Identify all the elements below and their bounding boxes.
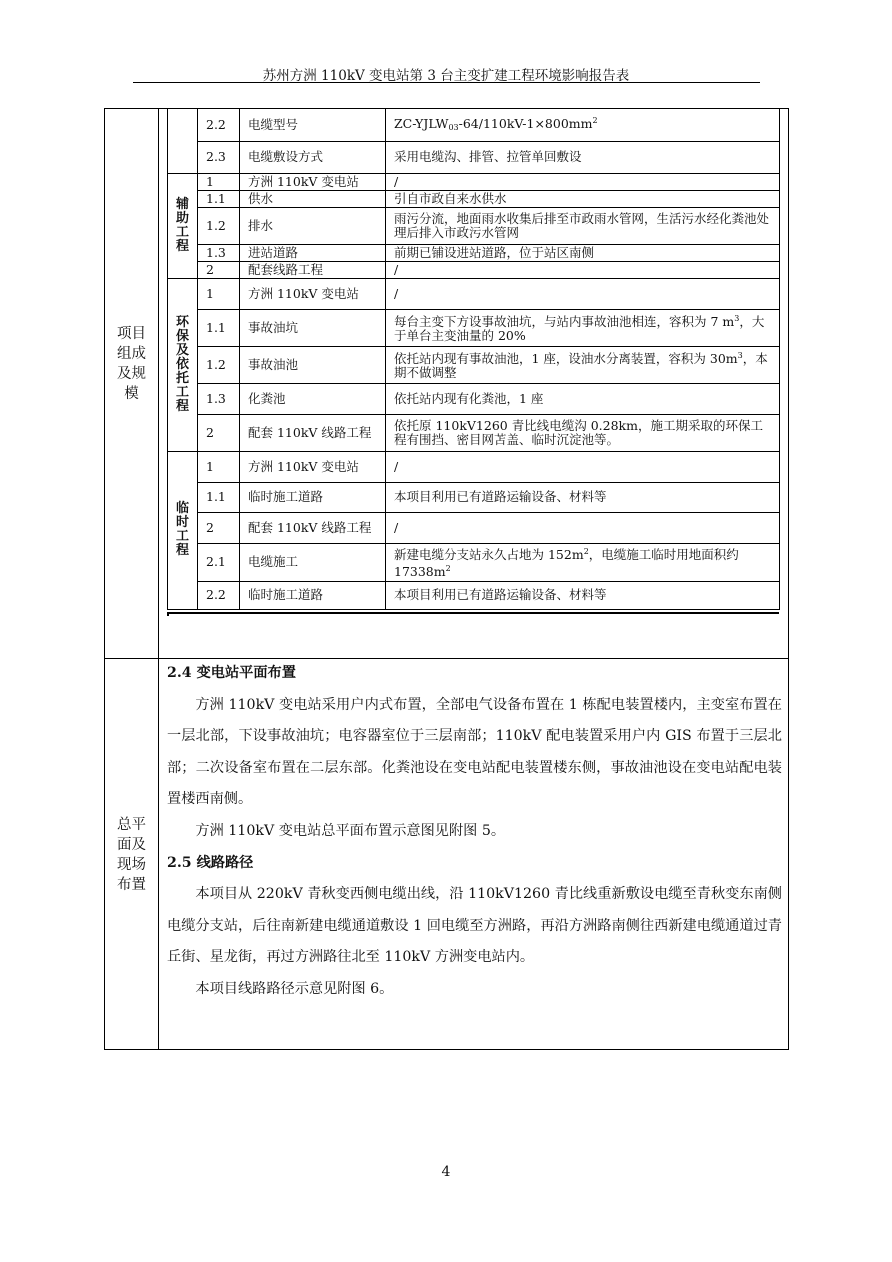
table-row (168, 482, 780, 512)
table-row (168, 141, 780, 173)
table-row (168, 190, 780, 207)
row-num: 1.2 (198, 346, 240, 383)
row-name: 电缆敷设方式 (240, 141, 386, 173)
table-row (168, 261, 780, 278)
table-row (168, 278, 780, 309)
row-num: 1.3 (198, 244, 240, 261)
row-name: 方洲 110kV 变电站 (240, 173, 386, 190)
row-name: 配套 110kV 线路工程 (240, 414, 386, 451)
row-name: 化粪池 (240, 383, 386, 414)
layout-label: 总平 面及 现场 布置 (117, 817, 146, 893)
row-desc: 每台主变下方设事故油坑，与站内事故油池相连，容积为 7 $m^3$，大于单台主变油量的 20% (386, 309, 780, 346)
row-name: 方洲 110kV 变电站 (240, 278, 386, 309)
row-name: 配套 110kV 线路工程 (240, 512, 386, 543)
group-environmental: 环 保 及 依 托 工 程 (168, 278, 198, 451)
row-desc: 新建电缆分支站永久占地为 $152m^2$，电缆施工临时用地面积约 $17338m^2$ (386, 543, 780, 581)
table-row (168, 346, 780, 383)
page-number: 4 (441, 1164, 451, 1180)
table-row (168, 512, 780, 543)
report-table (104, 108, 789, 1050)
row-desc: 引自市政自来水供水 (386, 190, 780, 207)
row-name: 事故油池 (240, 346, 386, 383)
row-num: 2 (198, 512, 240, 543)
label-column-divider (158, 109, 159, 1049)
paragraph: 本项目线路路径示意见附图 6。 (195, 980, 394, 997)
row-desc: / (386, 261, 780, 278)
group-cell (168, 109, 198, 173)
row-name: 配套线路工程 (240, 261, 386, 278)
row-desc: 本项目利用已有道路运输设备、材料等 (386, 581, 780, 609)
row-desc: 本项目利用已有道路运输设备、材料等 (386, 482, 780, 512)
section-heading-2-5: 2.5 线路路径 (167, 854, 254, 871)
table-corner-mark (167, 612, 172, 616)
row-num: 2.3 (198, 141, 240, 173)
row-desc: 依托站内现有化粪池，1 座 (386, 383, 780, 414)
row-num: 1.1 (198, 190, 240, 207)
table-row (168, 309, 780, 346)
layout-section (167, 658, 782, 1006)
row-desc: 雨污分流，地面雨水收集后排至市政雨水管网，生活污水经化粪池处理后排入市政污水管网 (386, 207, 780, 244)
row-name: 临时施工道路 (240, 482, 386, 512)
row-desc: 前期已铺设进站道路，位于站区南侧 (386, 244, 780, 261)
row-num: 2.2 (198, 109, 240, 141)
table-row (168, 383, 780, 414)
row-name: 进站道路 (240, 244, 386, 261)
table-row (168, 451, 780, 482)
group-auxiliary: 辅 助 工 程 (168, 173, 198, 278)
table-row (168, 207, 780, 244)
page-header: 苏州方洲 110kV 变电站第 3 台主变扩建工程环境影响报告表 (262, 68, 630, 84)
group-temporary: 临 时 工 程 (168, 451, 198, 609)
row-desc: 依托站内现有事故油池，1 座，设油水分离装置，容积为 $30m^3$，本期不做调整 (386, 346, 780, 383)
paragraph: 方洲 110kV 变电站总平面布置示意图见附图 5。 (195, 822, 506, 839)
row-name: 方洲 110kV 变电站 (240, 451, 386, 482)
row-num: 2.2 (198, 581, 240, 609)
row-num: 1.1 (198, 482, 240, 512)
row-num: 1 (198, 451, 240, 482)
row-desc: / (386, 173, 780, 190)
row-num: 2 (198, 261, 240, 278)
table-row (168, 543, 780, 581)
table-row (168, 414, 780, 451)
row-num: 1.3 (198, 383, 240, 414)
row-name: 事故油坑 (240, 309, 386, 346)
row-num: 1 (198, 278, 240, 309)
row-name: 电缆型号 (240, 109, 386, 141)
table-row (168, 244, 780, 261)
row-desc: 采用电缆沟、排管、拉管单回敷设 (386, 141, 780, 173)
row-num: 1 (198, 173, 240, 190)
row-name: 临时施工道路 (240, 581, 386, 609)
row-desc: $ZC-YJLW_{03}-64/110kV-1\times 800mm^2$ (386, 109, 780, 141)
row-desc: / (386, 451, 780, 482)
row-name: 排水 (240, 207, 386, 244)
header-rule (133, 82, 760, 83)
composition-label: 项目 组成 及规 模 (117, 326, 146, 402)
row-name: 供水 (240, 190, 386, 207)
row-num: 1.1 (198, 309, 240, 346)
row-num: 1.2 (198, 207, 240, 244)
section-heading-2-4: 2.4 变电站平面布置 (167, 665, 296, 681)
paragraph: 本项目从 220kV 青秋变西侧电缆出线，沿 110kV1260 青比线重新敷设电缆至青秋变东南侧电缆分支站，后往南新建电缆通道敷设 1 回电缆至方洲路，再沿方洲路南侧往西新建电缆通道过青丘街、星龙街，再过方洲路往北至 110kV 方洲变电站内。 (167, 886, 782, 966)
row-name: 电缆施工 (240, 543, 386, 581)
composition-table (167, 109, 780, 610)
table-row (168, 581, 780, 609)
row-num: 2.1 (198, 543, 240, 581)
paragraph: 方洲 110kV 变电站采用户内式布置，全部电气设备布置在 1 栋配电装置楼内，主变室布置在一层北部，下设事故油坑；电容器室位于三层南部；110kV 配电装置采用户内 GIS 布置于三层北部；二次设备室布置在二层东部。化粪池设在变电站配电装置楼东侧，事故油池设在变电站配电装置楼西南侧。 (167, 696, 782, 808)
row-desc: 依托原 110kV1260 青比线电缆沟 0.28km，施工期采取的环保工程有围挡、密目网苫盖、临时沉淀池等。 (386, 414, 780, 451)
row-desc: / (386, 278, 780, 309)
table-row (168, 173, 780, 190)
table-bottom-rule (167, 612, 779, 614)
table-row (168, 109, 780, 141)
row-num: 2 (198, 414, 240, 451)
row-desc: / (386, 512, 780, 543)
